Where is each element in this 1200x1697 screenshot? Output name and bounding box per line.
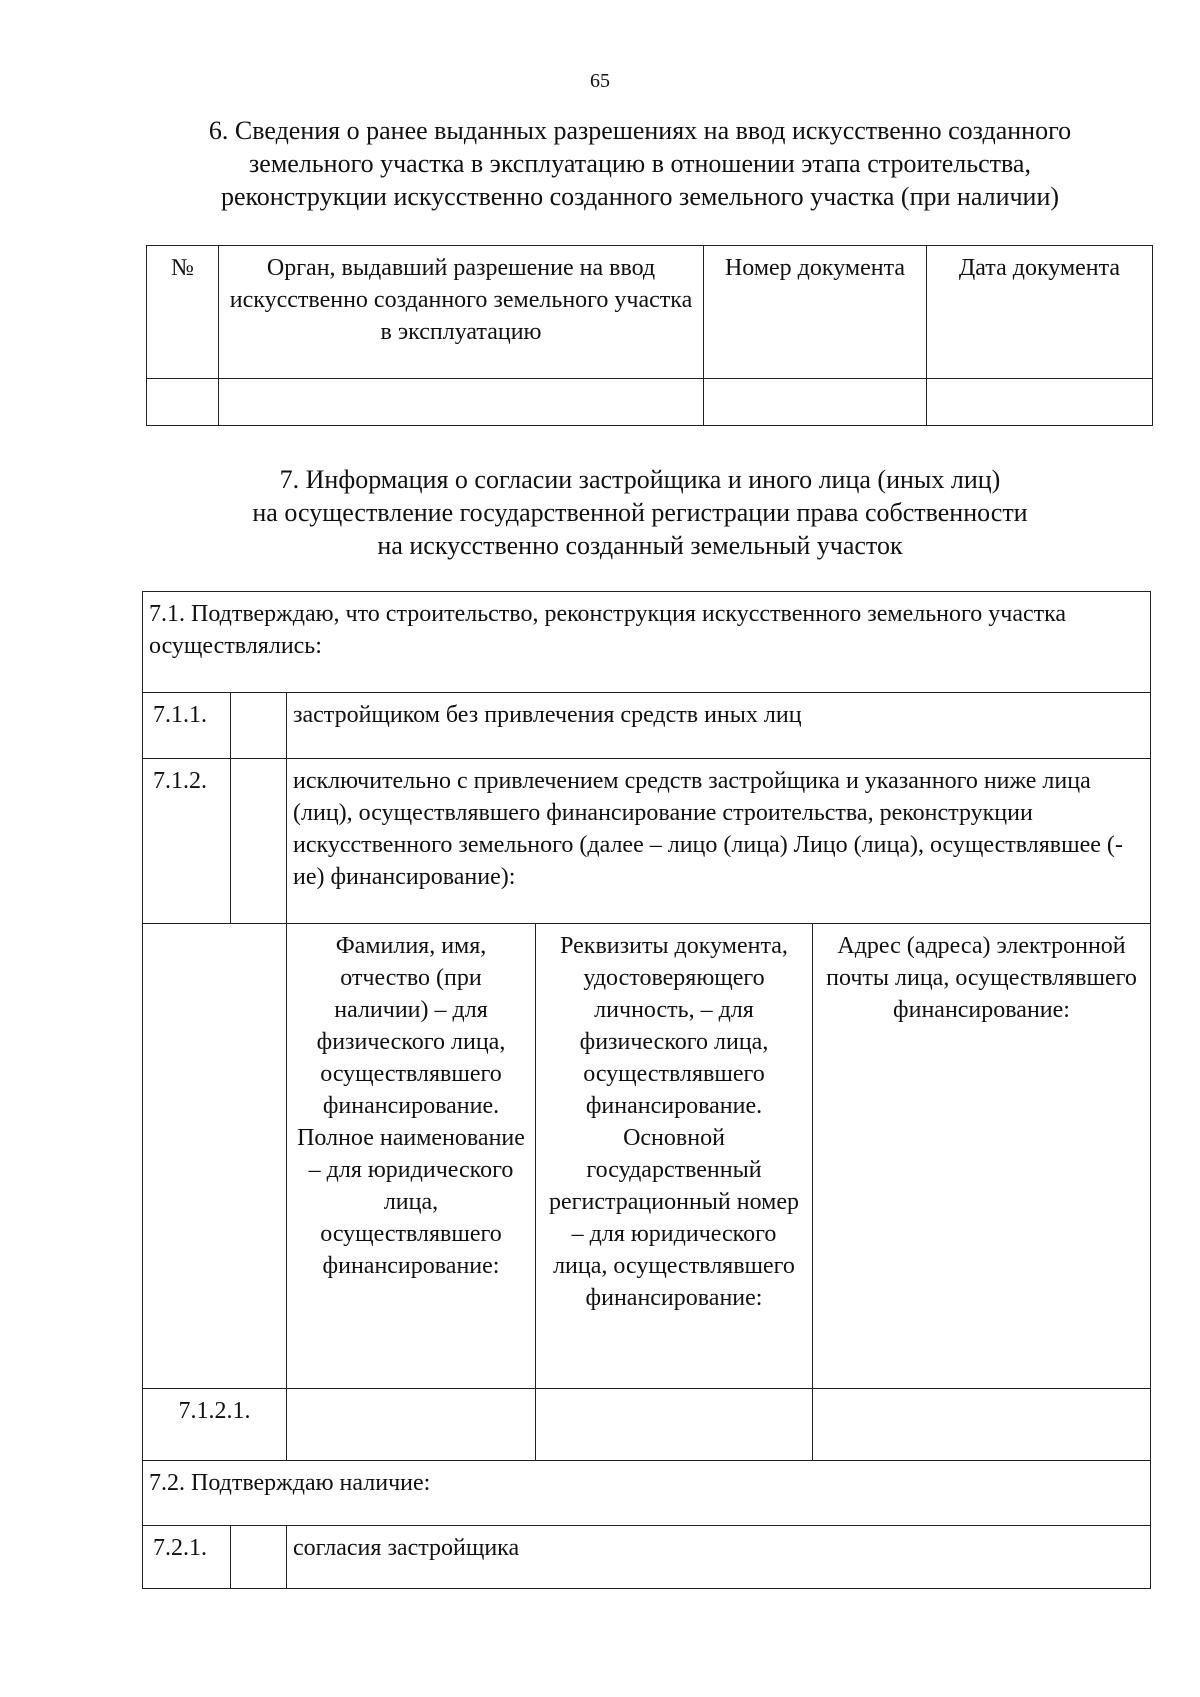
section-7-heading-line: на искусственно созданный земельный участок (377, 531, 903, 560)
item-7-1-1-number: 7.1.1. (143, 693, 231, 759)
section-7-heading (140, 463, 1140, 562)
section-7-heading-line: 7. Информация о согласии застройщика и иного лица (иных лиц) (279, 465, 1001, 494)
page-number: 65 (590, 70, 610, 92)
item-7-2-1-number: 7.2.1. (143, 1526, 231, 1589)
item-7-2-row (143, 1461, 1151, 1526)
item-7-2-1-text: согласия застройщика (287, 1526, 1151, 1589)
item-7-1-2-1-row (143, 1389, 1151, 1461)
permits-cell-doc-number[interactable] (704, 379, 927, 426)
item-7-1-1-row (143, 693, 1151, 759)
item-7-1-text: 7.1. Подтверждаю, что строительство, реконструкция искусственного земельного участка осуществлялись: (143, 592, 1151, 693)
financier-columns-blank (143, 924, 287, 1389)
section-6-heading (140, 114, 1140, 213)
permits-table-row (147, 379, 1153, 426)
permits-table-header-row (147, 246, 1153, 379)
permits-cell-organ[interactable] (219, 379, 704, 426)
item-7-2-1-checkbox[interactable] (231, 1526, 287, 1589)
section-6-heading-line: реконструкции искусственно созданного земельного участка (при наличии) (220, 182, 1060, 211)
permits-cell-number[interactable] (147, 379, 219, 426)
section-6-heading-line: земельного участка в эксплуатацию в отношении этапа строительства, (249, 149, 1031, 178)
permits-col-doc-date: Дата документа (927, 246, 1153, 379)
permits-cell-doc-date[interactable] (927, 379, 1153, 426)
financier-columns-row (143, 924, 1151, 1389)
financier-email-column: Адрес (адреса) электронной почты лица, осуществлявшего финансирование: (813, 924, 1151, 1389)
financier-name-column: Фамилия, имя, отчество (при наличии) – для физического лица, осуществлявшего финансирование. Полное наименование – для юридического лица, осуществлявшего финансирование: (287, 924, 536, 1389)
permits-col-doc-number: Номер документа (704, 246, 927, 379)
item-7-1-2-text: исключительно с привлечением средств застройщика и указанного ниже лица (лиц), осуществлявшего финансирование строительства, реконструкции искусственного земельного (далее – лицо (лица) Лицо (лица), осуществлявшее (-ие) финансирование): (287, 759, 1151, 924)
financier-name-input[interactable] (287, 1389, 536, 1461)
financier-email-input[interactable] (813, 1389, 1151, 1461)
permits-col-number-sign: № (147, 246, 219, 379)
permits-table (146, 245, 1153, 426)
permits-col-organ: Орган, выдавший разрешение на ввод искусственно созданного земельного участка в эксплуатацию (219, 246, 704, 379)
consent-table (142, 591, 1151, 1589)
item-7-1-2-number: 7.1.2. (143, 759, 231, 924)
section-7-heading-line: на осуществление государственной регистрации права собственности (252, 498, 1028, 527)
financier-docs-column: Реквизиты документа, удостоверяющего личность, – для физического лица, осуществлявшего финансирование. Основной государственный регистрационный номер – для юридического лица, осуществлявшего финансирование: (536, 924, 813, 1389)
section-6-heading-line: 6. Сведения о ранее выданных разрешениях на ввод искусственно созданного (208, 116, 1072, 145)
item-7-2-text: 7.2. Подтверждаю наличие: (143, 1461, 1151, 1526)
item-7-2-1-row (143, 1526, 1151, 1589)
financier-docs-input[interactable] (536, 1389, 813, 1461)
item-7-1-1-text: застройщиком без привлечения средств иных лиц (287, 693, 1151, 759)
item-7-1-2-checkbox[interactable] (231, 759, 287, 924)
item-7-1-2-row (143, 759, 1151, 924)
item-7-1-2-1-number: 7.1.2.1. (143, 1389, 287, 1461)
item-7-1-row (143, 592, 1151, 693)
item-7-1-1-checkbox[interactable] (231, 693, 287, 759)
